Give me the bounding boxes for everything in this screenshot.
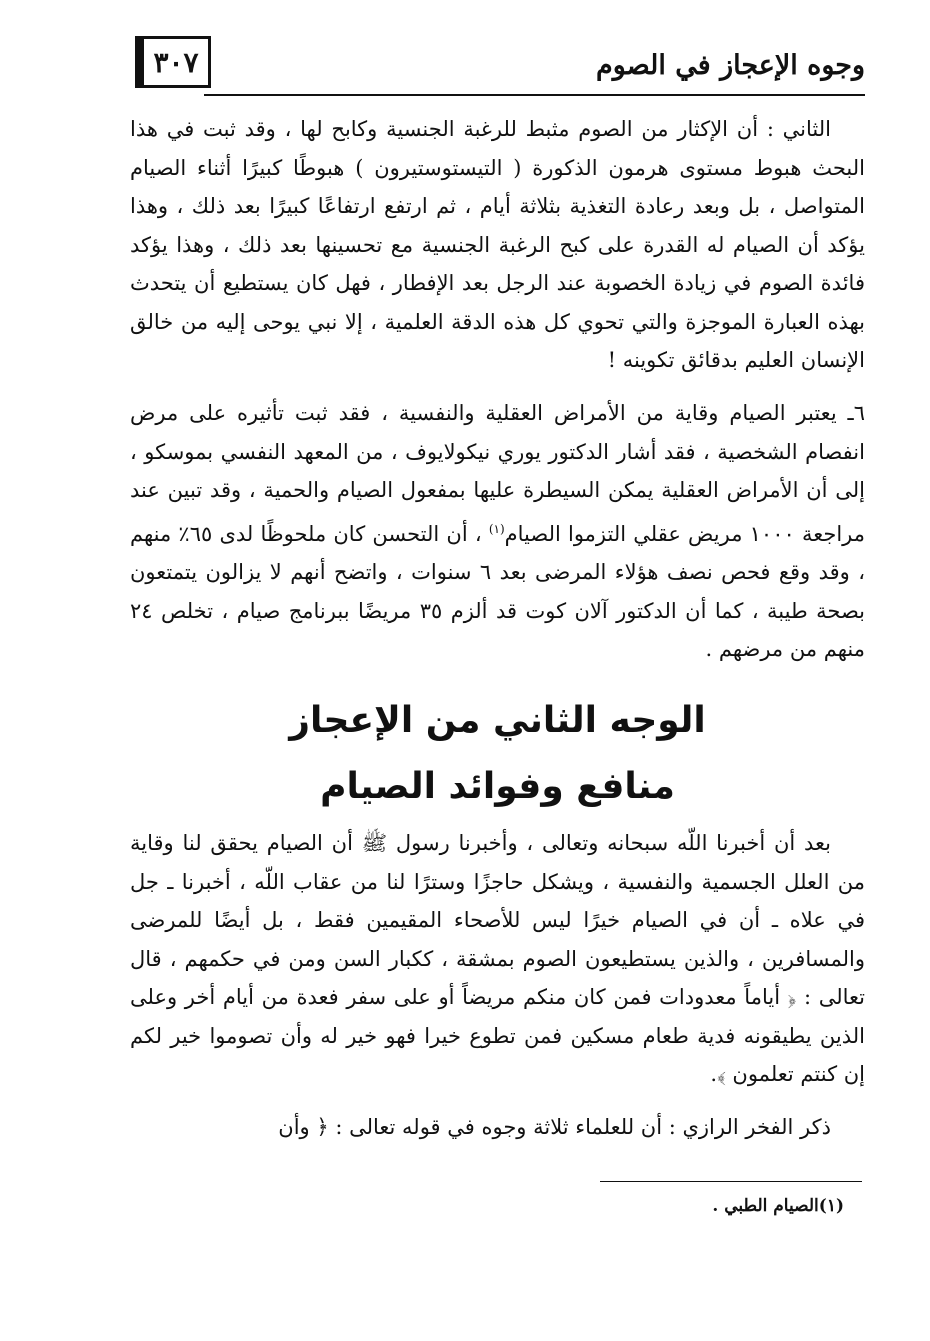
paragraph-text: ٦ـ يعتبر الصيام وقاية من الأمراض العقلية والنفسية ، فقد ثبت تأثيره على مرض انفصام الشخصية ، فقد أشار الدكتور يوري نيكولايوف ، من المعهد النفسي بموسكو ، إلى أن الأمراض العقلية يمكن السيطرة عليها بمفعول الصيام والحمية ، وقد تبين عند مراجعة ١٠٠٠ مريض عقلي التزموا الصيام xyxy=(130,401,866,546)
page-number: ٣٠٧ xyxy=(153,45,199,79)
paragraph-benefits xyxy=(130,824,865,1094)
paragraph-text: الثاني : أن الإكثار من الصوم مثبط للرغبة الجنسية وكابح لها ، وقد ثبت في هذا البحث هبوط مستوى هرمون الذكورة ( التيستوستيرون ) هبوطًا كبيرًا أثناء الصيام المتواصل ، بل وبعد رعادة التغذية بثلاثة أيام ، ثم ارتفع ارتفاعًا كبيرًا بعد ذلك ، وهذا يؤكد أن الصيام له القدرة على كبح الرغبة الجنسية مع تحسينها بعد ذلك ، وهذا يؤكد فائدة الصوم في زيادة الخصوبة عند الرجل بعد الإفطار ، فهل كان يستطيع أن يتحدث بهذه العبارة الموجزة والتي تحوي كل هذه الدقة العلمية ، إلا نبي يوحى إليه من خالق الإنسان العليم بدقائق تكوينه ! xyxy=(130,117,865,372)
running-title: وجوه الإعجاز في الصوم xyxy=(596,50,865,81)
footnote: (١)الصيام الطبي . xyxy=(712,1196,844,1216)
paragraph-text: ، أن التحسن كان ملحوظًا لدى ٦٥٪ منهم ، وقد وقع فحص نصف هؤلاء المرضى بعد ٦ سنوات ، واتضح أنهم لا يزالون يتمتعون بصحة طيبة ، كما أن الدكتور آلان كوت قد ألزم ٣٥ مريضًا ببرنامج صيام ، تخلص ٢٤ منهم من مرضهم . xyxy=(130,521,865,661)
paragraph-razi xyxy=(130,1108,865,1147)
paragraph-second-point xyxy=(130,110,865,380)
paragraph-text: ذكر الفخر الرازي : أن للعلماء ثلاثة وجوه في قوله تعالى : ﴿ وأن xyxy=(278,1115,831,1139)
paragraph-text: بعد أن أخبرنا اللّه سبحانه وتعالى ، وأخبرنا رسول ﷺ أن الصيام يحقق لنا وقاية من العلل الجسمية والنفسية ، ويشكل حاجزًا وسترًا لنا من عقاب اللّه ، أخبرنا ـ جل في علاه ـ أن في الصيام خيرًا ليس للأصحاء المقيمين فقط ، بل أيضًا للمرضى والمسافرين ، والذين يستطيعون الصوم بمشقة ، ككبار السن ومن في حكمهم ، قال تعالى : ﴿ أياماً معدودات فمن كان منكم مريضاً أو على سفر فعدة من أيام أخر وعلى الذين يطيقونه فدية طعام مسكين فمن تطوع خيرا فهو خير له وأن تصوموا خير لكم إن كنتم تعلمون ﴾. xyxy=(130,831,865,1086)
header-rule xyxy=(204,94,865,96)
section-heading: الوجه الثاني من الإعجاز xyxy=(289,700,706,741)
paragraph-sixth-point xyxy=(130,394,865,669)
section-subheading: منافع وفوائد الصيام xyxy=(320,766,675,807)
footnote-rule xyxy=(600,1181,862,1182)
page-header xyxy=(130,28,865,98)
footnote-mark: (١) xyxy=(488,521,505,536)
page-number-box xyxy=(135,36,211,88)
